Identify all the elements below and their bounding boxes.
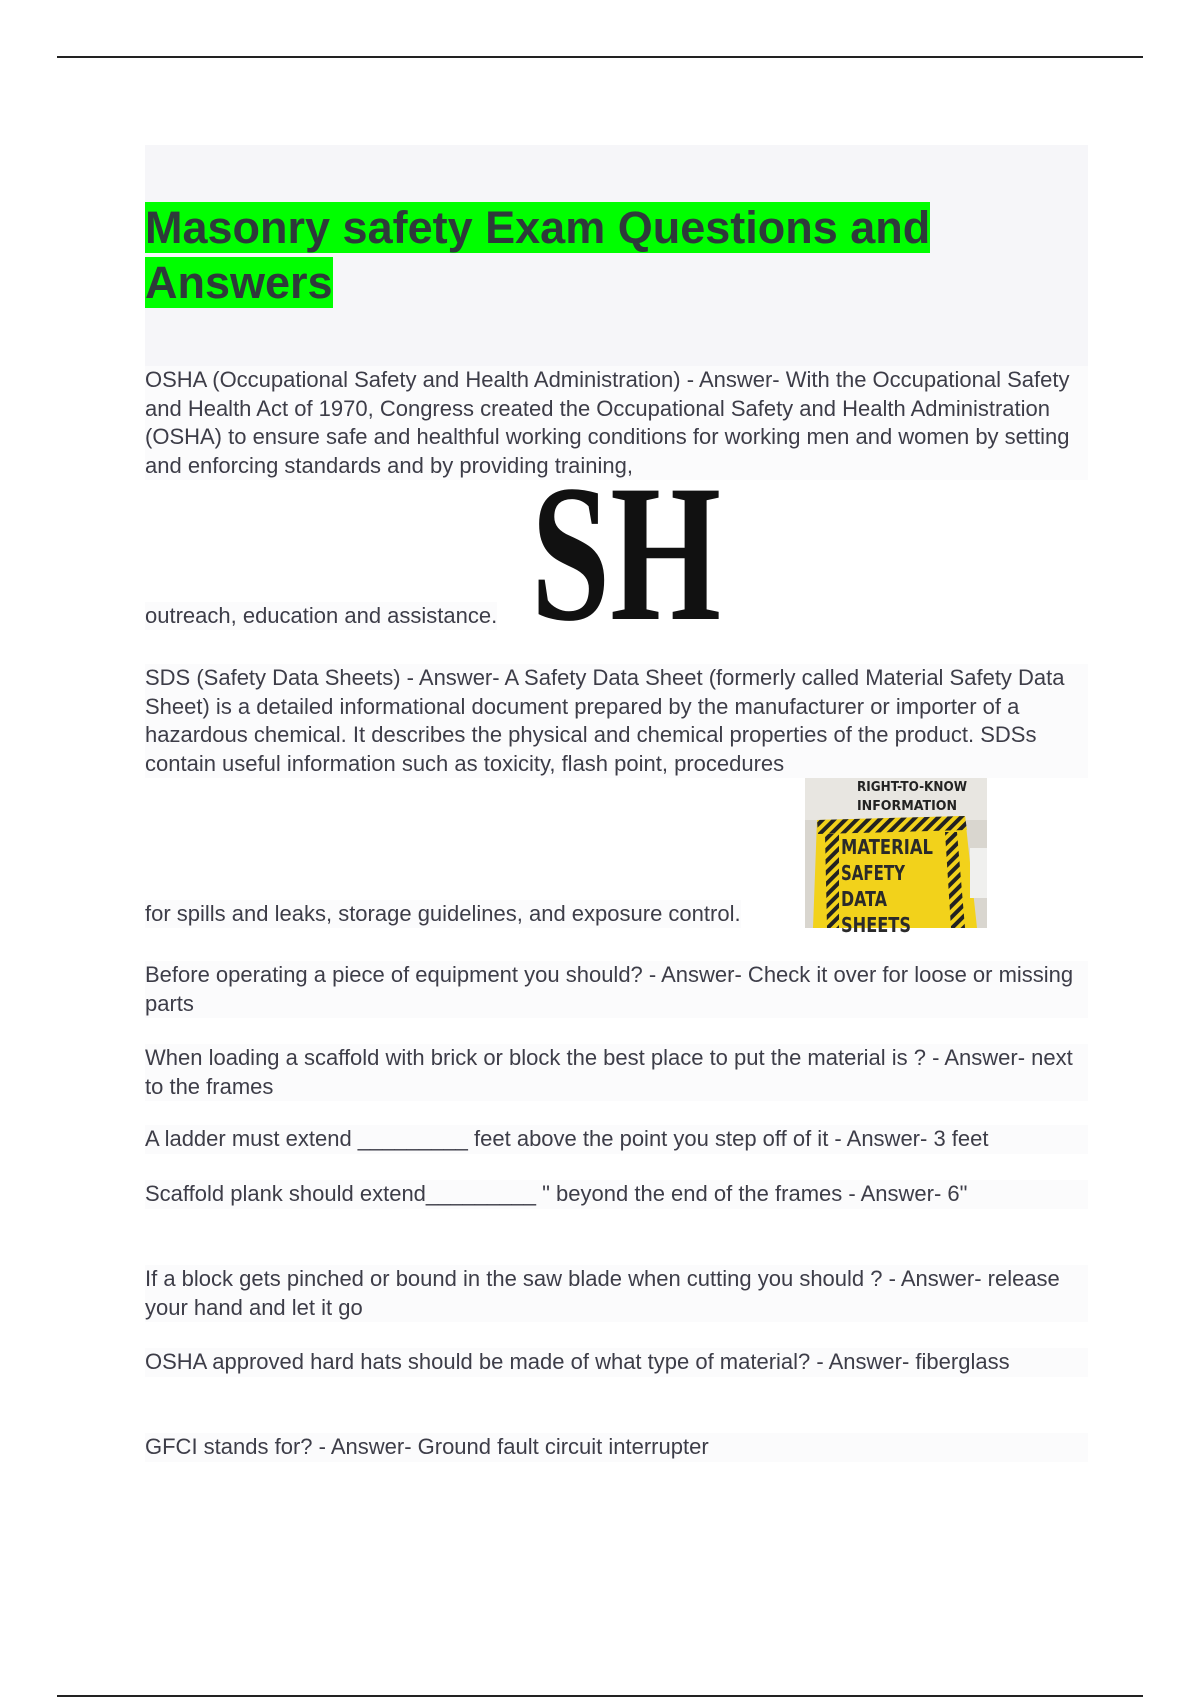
qa-item-gfci	[145, 1433, 1088, 1462]
sh-logo-letters: SH	[531, 445, 721, 662]
qa-text: If a block gets pinched or bound in the saw blade when cutting you should ? - Answer- release your hand and let it go	[145, 1265, 1088, 1322]
qa-item-saw-blade	[145, 1265, 1088, 1322]
qa-item-osha	[145, 366, 1088, 662]
page-content	[145, 145, 1088, 1459]
qa-text: GFCI stands for? - Answer- Ground fault circuit interrupter	[145, 1433, 1088, 1462]
sign-label-line-2: SAFETY	[841, 861, 906, 885]
qa-text: SDS (Safety Data Sheets) - Answer- A Safety Data Sheet (formerly called Material Safety Data Sheet) is a detailed informational document prepared by the manufacturer or importer of a hazardous chemical. It describes the physical and chemical properties of the product. SDSs contain useful information such as toxicity, flash point, procedures	[145, 664, 1088, 778]
title-block	[145, 145, 1088, 367]
qa-text: When loading a scaffold with brick or block the best place to put the material is ? - Answer- next to the frames	[145, 1044, 1088, 1101]
qa-item-sds	[145, 664, 1088, 937]
qa-text: Scaffold plank should extend_________ " beyond the end of the frames - Answer- 6"	[145, 1180, 1088, 1209]
msds-sign-drawing	[805, 778, 987, 937]
document-title	[145, 200, 1005, 310]
qa-item-hard-hats	[145, 1348, 1088, 1377]
material-safety-data-sheets-photo	[805, 778, 987, 937]
qa-continuation: for spills and leaks, storage guidelines, and exposure control.	[145, 901, 741, 926]
top-rule	[57, 56, 1143, 58]
qa-text: A ladder must extend _________ feet above the point you step off of it - Answer- 3 feet	[145, 1125, 1088, 1154]
sign-top-line-2: INFORMATION	[857, 799, 957, 814]
sign-top-line-1: RIGHT-TO-KNOW	[857, 780, 967, 795]
sign-label-line-1: MATERIAL	[841, 835, 934, 859]
qa-text: OSHA approved hard hats should be made of what type of material? - Answer- fiberglass	[145, 1348, 1088, 1377]
sign-label-line-3: DATA	[841, 887, 888, 911]
qa-item-scaffold-plank	[145, 1180, 1088, 1209]
qa-item-equipment	[145, 961, 1088, 1018]
sign-label-line-4: SHEETS	[841, 913, 911, 937]
qa-image-line	[145, 778, 1088, 937]
qa-item-scaffold-loading	[145, 1044, 1088, 1101]
qa-text: OSHA (Occupational Safety and Health Administration) - Answer- With the Occupational Safety and Health Act of 1970, Congress created the Occupational Safety and Health Administration (OSHA) to ensure safe and healthful working conditions for working men and women by setting and enforcing standards and by providing training,	[145, 366, 1088, 480]
qa-image-line	[145, 445, 1088, 662]
qa-continuation: outreach, education and assistance.	[145, 603, 498, 628]
osha-sh-logo-image	[531, 445, 721, 662]
document-title-text: Masonry safety Exam Questions and Answers	[145, 202, 931, 308]
qa-text: Before operating a piece of equipment you should? - Answer- Check it over for loose or missing parts	[145, 961, 1088, 1018]
qa-item-ladder	[145, 1125, 1088, 1154]
bottom-rule	[57, 1695, 1143, 1697]
